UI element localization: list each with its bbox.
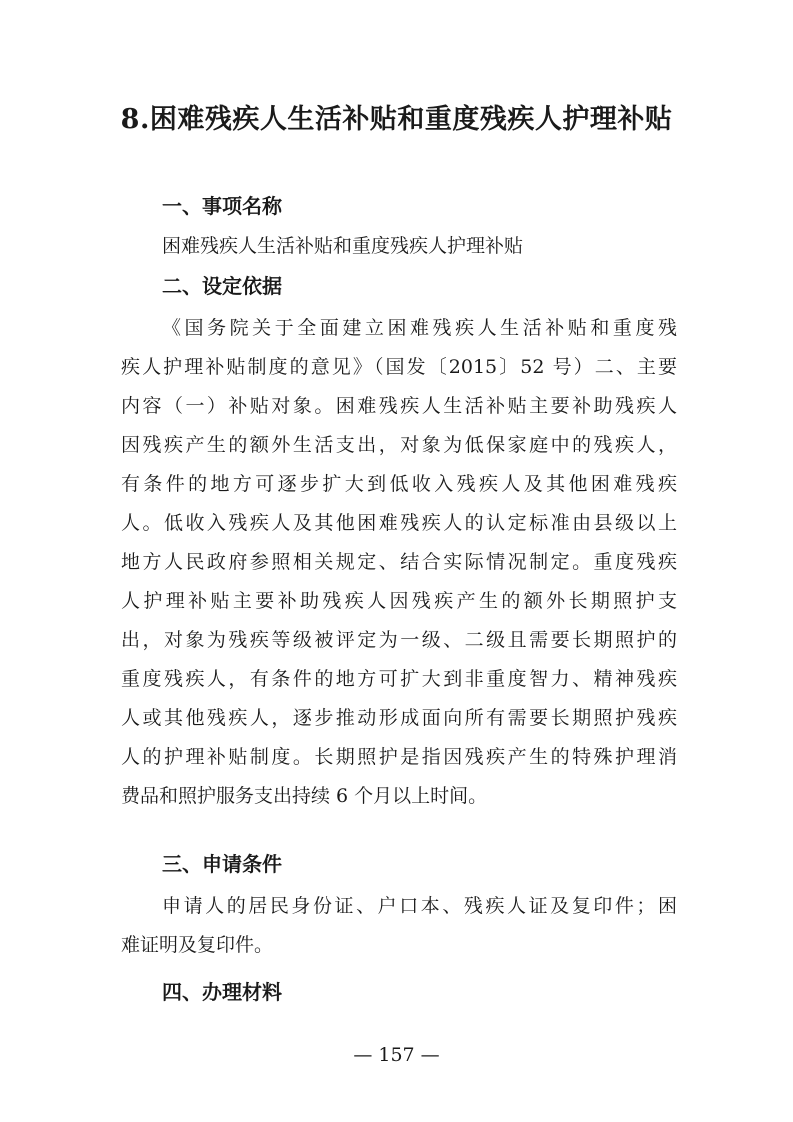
section-heading-legal-basis: 二、设定依据: [162, 274, 282, 298]
paragraph-line: 人护理补贴主要补助残疾人因残疾产生的额外长期照护支: [121, 590, 677, 612]
paragraph-line: 疾人护理补贴制度的意见》（国发〔2015〕52 号）二、主要: [121, 356, 677, 378]
page-number: — 157 —: [353, 1044, 440, 1066]
paragraph-line: 内容（一）补贴对象。困难残疾人生活补贴主要补助残疾人: [121, 395, 677, 417]
paragraph-line: 费品和照护服务支出持续 6 个月以上时间。: [121, 785, 488, 807]
legal-basis-paragraph: [121, 310, 677, 817]
item-name-content: 困难残疾人生活补贴和重度残疾人护理补贴: [162, 235, 524, 257]
paragraph-line: 人或其他残疾人，逐步推动形成面向所有需要长期照护残疾: [121, 707, 677, 729]
paragraph-line: 出，对象为残疾等级被评定为一级、二级且需要长期照护的: [121, 629, 677, 651]
document-title: 8.困难残疾人生活补贴和重度残疾人护理补贴: [120, 104, 673, 135]
section-heading-materials: 四、办理材料: [162, 980, 282, 1004]
paragraph-line: 因残疾产生的额外生活支出，对象为低保家庭中的残疾人，: [121, 434, 677, 456]
paragraph-line: 人的护理补贴制度。长期照护是指因残疾产生的特殊护理消: [121, 746, 677, 768]
paragraph-line: 难证明及复印件。: [121, 934, 274, 956]
paragraph-line: 人。低收入残疾人及其他困难残疾人的认定标准由县级以上: [121, 512, 677, 534]
paragraph-line: 《国务院关于全面建立困难残疾人生活补贴和重度残: [162, 317, 677, 339]
application-conditions-paragraph: [121, 888, 677, 966]
paragraph-line: 申请人的居民身份证、户口本、残疾人证及复印件；困: [162, 895, 677, 917]
paragraph-line: 有条件的地方可逐步扩大到低收入残疾人及其他困难残疾: [121, 473, 677, 495]
section-heading-item-name: 一、事项名称: [162, 194, 282, 218]
paragraph-line: 重度残疾人，有条件的地方可扩大到非重度智力、精神残疾: [121, 668, 677, 690]
paragraph-line: 地方人民政府参照相关规定、结合实际情况制定。重度残疾: [121, 551, 677, 573]
section-heading-application-conditions: 三、申请条件: [162, 852, 282, 876]
